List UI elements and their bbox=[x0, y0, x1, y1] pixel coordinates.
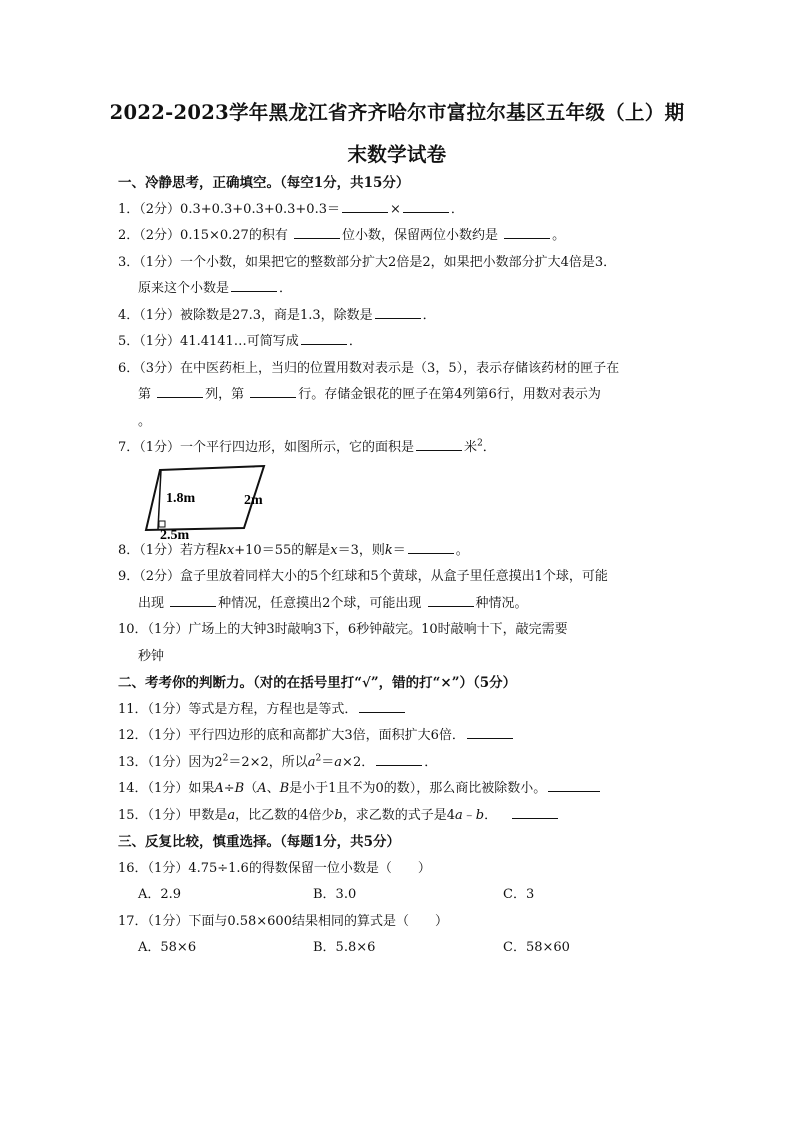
q13-sup-1: 2 bbox=[222, 753, 229, 764]
q13-blank[interactable] bbox=[376, 751, 422, 766]
q3-text-2: 原来这个小数是 bbox=[138, 281, 230, 296]
exam-title bbox=[100, 92, 694, 176]
q7-text: 7．（1分）一个平行四边形，如图所示，它的面积是 bbox=[118, 440, 415, 455]
q12-text: 12．（1分）平行四边形的底和高都扩大3倍，面积扩大6倍． bbox=[118, 728, 465, 743]
question-16: 16．（1分）4.75÷1.6的得数保留一位小数是（ ） bbox=[118, 860, 431, 876]
q7-superscript: 2 bbox=[477, 438, 483, 449]
q6-text-2: 第 bbox=[138, 387, 156, 402]
q6-text: 6．（3分）在中医药柜上，当归的位置用数对表示是（3，5），表示存储该药材的匣子在 bbox=[118, 360, 620, 376]
q8-eq: ＝ bbox=[392, 542, 406, 558]
base-label: 2.5m bbox=[160, 527, 190, 543]
q12-blank[interactable] bbox=[467, 724, 513, 739]
q11-text: 11．（1分）等式是方程，方程也是等式． bbox=[118, 701, 358, 717]
question-10-cont bbox=[118, 644, 688, 671]
q5-text: 5．（1分）41.4141…可简写成 bbox=[118, 334, 299, 349]
q2-text-2: 位小数，保留两位小数约是 bbox=[341, 228, 503, 243]
q9-end: 种情况。 bbox=[475, 595, 528, 611]
question-13 bbox=[118, 750, 688, 777]
q15-end: ． bbox=[484, 807, 498, 823]
q7-unit: 米 bbox=[464, 440, 478, 455]
q8-text: 8．（1分）若方程 bbox=[118, 542, 220, 558]
q16-option-a[interactable]: A．2.9 bbox=[138, 887, 182, 902]
q11-blank[interactable] bbox=[359, 698, 405, 713]
height-label: 1.8m bbox=[166, 490, 196, 506]
q15-minus: ﹣ bbox=[462, 807, 476, 823]
q14-var-B: B bbox=[234, 781, 245, 796]
question-6 bbox=[118, 356, 688, 383]
q15-var-b: b bbox=[334, 807, 343, 823]
q7-blank[interactable] bbox=[416, 436, 462, 451]
q5-end: ． bbox=[348, 334, 362, 349]
q17-option-a[interactable]: A．58×6 bbox=[138, 940, 197, 955]
question-11 bbox=[118, 697, 688, 724]
q13-var-a2: a bbox=[334, 754, 343, 770]
section-3-heading: 三、反复比较，慎重选择。（每题1分，共5分） bbox=[118, 834, 401, 850]
q9-text: 9．（2分）盒子里放着同样大小的5个红球和5个黄球，从盒子里任意摸出1个球，可能 bbox=[118, 569, 608, 584]
question-15 bbox=[118, 803, 688, 830]
question-6-cont-2 bbox=[118, 409, 688, 436]
q8-text-2: +10＝55的解是 bbox=[234, 542, 331, 558]
q6-end: 。 bbox=[138, 413, 152, 429]
question-3 bbox=[118, 250, 688, 277]
parallelogram-figure bbox=[118, 462, 688, 543]
q2-end: 。 bbox=[552, 228, 566, 243]
q13-var-a: a bbox=[307, 754, 316, 770]
q15-text-2: ，比乙数的4倍少 bbox=[235, 807, 335, 823]
question-1 bbox=[118, 197, 688, 224]
base-label-svg bbox=[156, 524, 236, 544]
q9-text-3: 种情况，任意摸出2个球，可能出现 bbox=[218, 595, 426, 611]
q2-blank-1[interactable] bbox=[294, 224, 340, 239]
q15-text-3: ，求乙数的式子是4 bbox=[342, 807, 455, 823]
q8-blank[interactable] bbox=[408, 539, 454, 554]
q6-blank-2[interactable] bbox=[250, 383, 296, 398]
question-4 bbox=[118, 303, 688, 330]
q17-option-c[interactable]: C．58×60 bbox=[503, 940, 570, 955]
q3-end: ． bbox=[279, 281, 293, 296]
question-3-cont bbox=[118, 276, 688, 303]
q3-blank[interactable] bbox=[231, 277, 277, 292]
q13-sup-2: 2 bbox=[315, 753, 322, 764]
q14-div: ÷ bbox=[223, 781, 235, 796]
q15-text: 15．（1分）甲数是 bbox=[118, 807, 228, 823]
q1-blank-2[interactable] bbox=[403, 198, 449, 213]
q14-var-B2: B bbox=[279, 781, 290, 796]
question-17-options bbox=[118, 935, 688, 962]
q6-blank-1[interactable] bbox=[157, 383, 203, 398]
question-5 bbox=[118, 329, 688, 356]
q4-blank[interactable] bbox=[375, 304, 421, 319]
q16-option-c[interactable]: C．3 bbox=[503, 887, 535, 902]
question-9 bbox=[118, 564, 688, 591]
q13-text-3: ×2． bbox=[342, 754, 375, 770]
q15-var-a: a bbox=[227, 807, 236, 823]
q1-times: × bbox=[389, 201, 401, 217]
q7-end: ． bbox=[482, 440, 496, 455]
q13-text-2: ＝2×2，所以 bbox=[228, 754, 308, 770]
question-6-cont bbox=[118, 382, 688, 409]
q14-text: 14．（1分）如果 bbox=[118, 781, 215, 796]
question-12 bbox=[118, 723, 688, 750]
q14-text-2: 是小于1且不为0的数），那么商比被除数小。 bbox=[289, 781, 547, 796]
question-2 bbox=[118, 223, 688, 250]
question-17: 17．（1分）下面与0.58×600结果相同的算式是（ ） bbox=[118, 913, 448, 929]
q10-end: 秒钟 bbox=[138, 648, 165, 664]
q10-text: 10．（1分）广场上的大钟3时敲响3下，6秒钟敲完。10时敲响十下，敲完需要 bbox=[118, 622, 568, 637]
q15-var-b2: b bbox=[475, 807, 485, 823]
q9-text-2: 出现 bbox=[138, 595, 169, 611]
q14-paren: （ bbox=[244, 781, 258, 796]
q13-text: 13．（1分）因为2 bbox=[118, 754, 223, 770]
q1-blank-1[interactable] bbox=[342, 198, 388, 213]
title-line-1: 2022-2023学年黑龙江省齐齐哈尔市富拉尔基区五年级（上）期 bbox=[109, 101, 685, 124]
q17-option-b[interactable]: B．5.8×6 bbox=[313, 940, 376, 955]
q16-option-b[interactable]: B．3.0 bbox=[313, 887, 357, 902]
q15-var-a2: a bbox=[454, 807, 463, 823]
q2-blank-2[interactable] bbox=[504, 224, 550, 239]
title-line-2: 末数学试卷 bbox=[347, 143, 447, 166]
q3-text: 3．（1分）一个小数，如果把它的整数部分扩大2倍是2，如果把小数部分扩大4倍是3． bbox=[118, 254, 617, 270]
q14-sep: 、 bbox=[266, 781, 280, 796]
q15-blank[interactable] bbox=[512, 804, 558, 819]
question-9-cont bbox=[118, 591, 688, 618]
q6-text-3: 列，第 bbox=[205, 387, 249, 402]
q8-end: 。 bbox=[455, 542, 469, 558]
q14-blank[interactable] bbox=[548, 777, 600, 792]
q1-text: 1．（2分）0.3+0.3+0.3+0.3+0.3＝ bbox=[118, 201, 340, 217]
q13-end: ． bbox=[424, 754, 438, 770]
q5-blank[interactable] bbox=[301, 330, 347, 345]
exam-content bbox=[118, 170, 688, 962]
q8-var-kx: kx bbox=[219, 542, 235, 558]
side-label: 2m bbox=[244, 492, 263, 508]
q14-var-A: A bbox=[214, 781, 224, 796]
question-16-options bbox=[118, 882, 688, 909]
q14-var-A2: A bbox=[257, 781, 267, 796]
section-1-heading: 一、冷静思考，正确填空。（每空1分，共15分） bbox=[118, 175, 410, 191]
q13-eq: ＝ bbox=[321, 754, 335, 770]
q9-blank-1[interactable] bbox=[170, 592, 216, 607]
q8-text-3: ＝3，则 bbox=[337, 542, 385, 558]
q9-blank-2[interactable] bbox=[428, 592, 474, 607]
q1-end: ． bbox=[450, 201, 464, 217]
q6-text-4: 行。存储金银花的匣子在第4列第6行，用数对表示为 bbox=[298, 387, 601, 402]
q2-text: 2．（2分）0.15×0.27的积有 bbox=[118, 228, 292, 243]
q4-text: 4．（1分）被除数是27.3，商是1.3，除数是 bbox=[118, 307, 373, 323]
question-14 bbox=[118, 776, 688, 803]
question-7 bbox=[118, 435, 688, 462]
section-2-heading: 二、考考你的判断力。（对的在括号里打“√”，错的打“×”）（5分） bbox=[118, 675, 517, 691]
question-10 bbox=[118, 617, 688, 644]
q8-var-x: x bbox=[330, 542, 338, 558]
q4-end: ． bbox=[422, 307, 436, 323]
q8-var-k: k bbox=[384, 542, 393, 558]
